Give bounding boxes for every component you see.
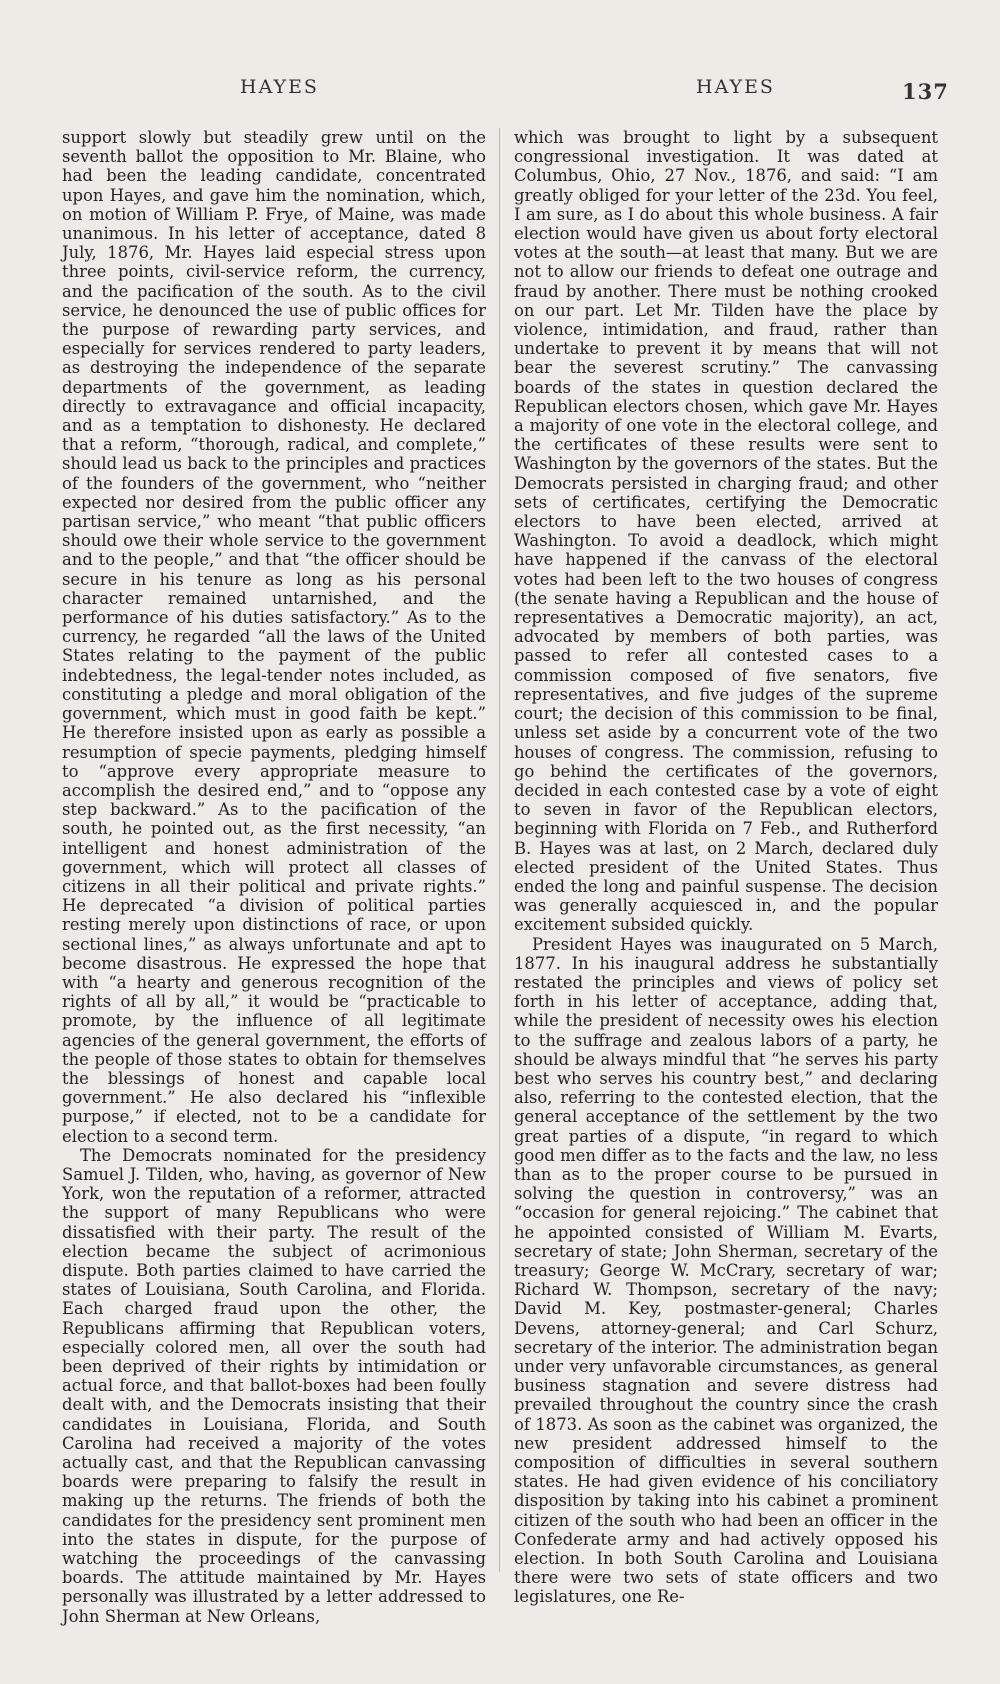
paragraph: support slowly but steadily grew until on the seventh ballot the opposition to Mr. Blaine, who had been the leading candidate, concentrated upon Hayes, and gave him the nomination, which, on motion of William P. Frye, of Maine, was made unanimous. In his letter of acceptance, dated 8 July, 1876, Mr. Hayes laid especial stress upon three points, civil-service reform, the currency, and the pacification of the south. As to the civil service, he denounced the use of public offices for the purpose of rewarding party services, and especially for services rendered to party leaders, as destroying the independence of the separate departments of the government, as leading directly to extravagance and official incapacity, and as a temptation to dishonesty. He declared that a reform, “thorough, radical, and complete,” should lead us back to the principles and practices of the founders of the government, who “neither expected nor desired from the public officer any partisan service,” who meant “that public officers should owe their whole service to the government and to the people,” and that “the officer should be secure in his tenure as long as his personal character remained untarnished, and the performance of his duties satisfactory.” As to the currency, he regarded “all the laws of the United States relating to the payment of the public indebtedness, the legal-tender notes included, as constituting a pledge and moral obligation of the government, which must in good faith be kept.” He therefore insisted upon as early as possible a resumption of specie payments, pledging himself to “approve every appropriate measure to accomplish the desired end,” and to “oppose any step backward.” As to the pacification of the south, he pointed out, as the first necessity, “an intelligent and honest administration of the government, which will protect all classes of citizens in all their political and private rights.” He deprecated “a division of political parties resting merely upon distinctions of race, or upon sectional lines,” as always unfortunate and apt to become disastrous. He expressed the hope that with “a hearty and generous recognition of the rights of all by all,” it would be “practicable to promote, by the influence of all legitimate agencies of the general government, the efforts of the people of those states to obtain for themselves the blessings of honest and capable local government.” He also declared his “inflexible purpose,” if elected, not to be a candidate for election to a second term. xyxy=(62,128,486,1146)
running-head-left: HAYES xyxy=(240,76,319,98)
paragraph: The Democrats nominated for the presidency Samuel J. Tilden, who, having, as governor of New York, won the reputation of a reformer, attracted the support of many Republicans who were dissatisfied with their party. The result of the election became the subject of acrimonious dispute. Both parties claimed to have carried the states of Louisiana, South Carolina, and Florida. Each charged fraud upon the other, the Republicans affirming that Republican voters, especially colored men, all over the south had been deprived of their rights by intimidation or actual force, and that ballot-boxes had been foully dealt with, and the Democrats insisting that their candidates in Louisiana, Florida, and South Carolina had received a majority of the votes actually cast, and that the Republican canvassing boards were preparing to falsify the result in making up the returns. The friends of both the candidates for the presidency sent prominent men into the states in dispute, for the purpose of watching the proceedings of the canvassing boards. The attitude maintained by Mr. Hayes personally was illustrated by a letter addressed to John Sherman at New Orleans, xyxy=(62,1145,486,1626)
right-column xyxy=(514,128,938,1607)
running-head-right: HAYES xyxy=(696,76,775,98)
page-number: 137 xyxy=(902,79,949,104)
paragraph: which was brought to light by a subsequent congressional investigation. It was dated at Columbus, Ohio, 27 Nov., 1876, and said: “I am greatly obliged for your letter of the 23d. You feel, I am sure, as I do about this whole business. A fair election would have given us about forty electoral votes at the south—at least that many. But we are not to allow our friends to defeat one outrage and fraud by another. There must be nothing crooked on our part. Let Mr. Tilden have the place by violence, intimidation, and fraud, rather than undertake to prevent it by means that will not bear the severest scrutiny.” The canvassing boards of the states in question declared the Republican electors chosen, which gave Mr. Hayes a majority of one vote in the electoral college, and the certificates of these results were sent to Washington by the governors of the states. But the Democrats persisted in charging fraud; and other sets of certificates, certifying the Democratic electors to have been elected, arrived at Washington. To avoid a deadlock, which might have happened if the canvass of the electoral votes had been left to the two houses of congress (the senate having a Republican and the house of representatives a Democratic majority), an act, advocated by members of both parties, was passed to refer all contested cases to a commission composed of five senators, five representatives, and five judges of the supreme court; the decision of this commission to be final, unless set aside by a concurrent vote of the two houses of congress. The commission, refusing to go behind the certificates of the governors, decided in each contested case by a vote of eight to seven in favor of the Republican electors, beginning with Florida on 7 Feb., and Rutherford B. Hayes was at last, on 2 March, declared duly elected president of the United States. Thus ended the long and painful suspense. The decision was generally acquiesced in, and the popular excitement subsided quickly. xyxy=(514,128,938,935)
column-divider xyxy=(499,128,500,1572)
left-column xyxy=(62,128,486,1626)
paragraph: President Hayes was inaugurated on 5 March, 1877. In his inaugural address he substantially restated the principles and views of policy set forth in his letter of acceptance, adding that, while the president of necessity owes his election to the suffrage and zealous labors of a party, he should be always mindful that “he serves his party best who serves his country best,” and declaring also, referring to the contested election, that the general acceptance of the settlement by the two great parties of a dispute, “in regard to which good men differ as to the facts and the law, no less than as to the proper course to be pursued in solving the question in controversy,” was an “occasion for general rejoicing.” The cabinet that he appointed consisted of William M. Evarts, secretary of state; John Sherman, secretary of the treasury; George W. McCrary, secretary of war; Richard W. Thompson, secretary of the navy; David M. Key, postmaster-general; Charles Devens, attorney-general; and Carl Schurz, secretary of the interior. The administration began under very unfavorable circumstances, as general business stagnation and severe distress had prevailed throughout the country since the crash of 1873. As soon as the cabinet was organized, the new president addressed himself to the composition of difficulties in several southern states. He had given evidence of his conciliatory disposition by taking into his cabinet a prominent citizen of the south who had been an officer in the Confederate army and had actively opposed his election. In both South Carolina and Louisiana there were two sets of state officers and two legislatures, one Re- xyxy=(514,934,938,1607)
